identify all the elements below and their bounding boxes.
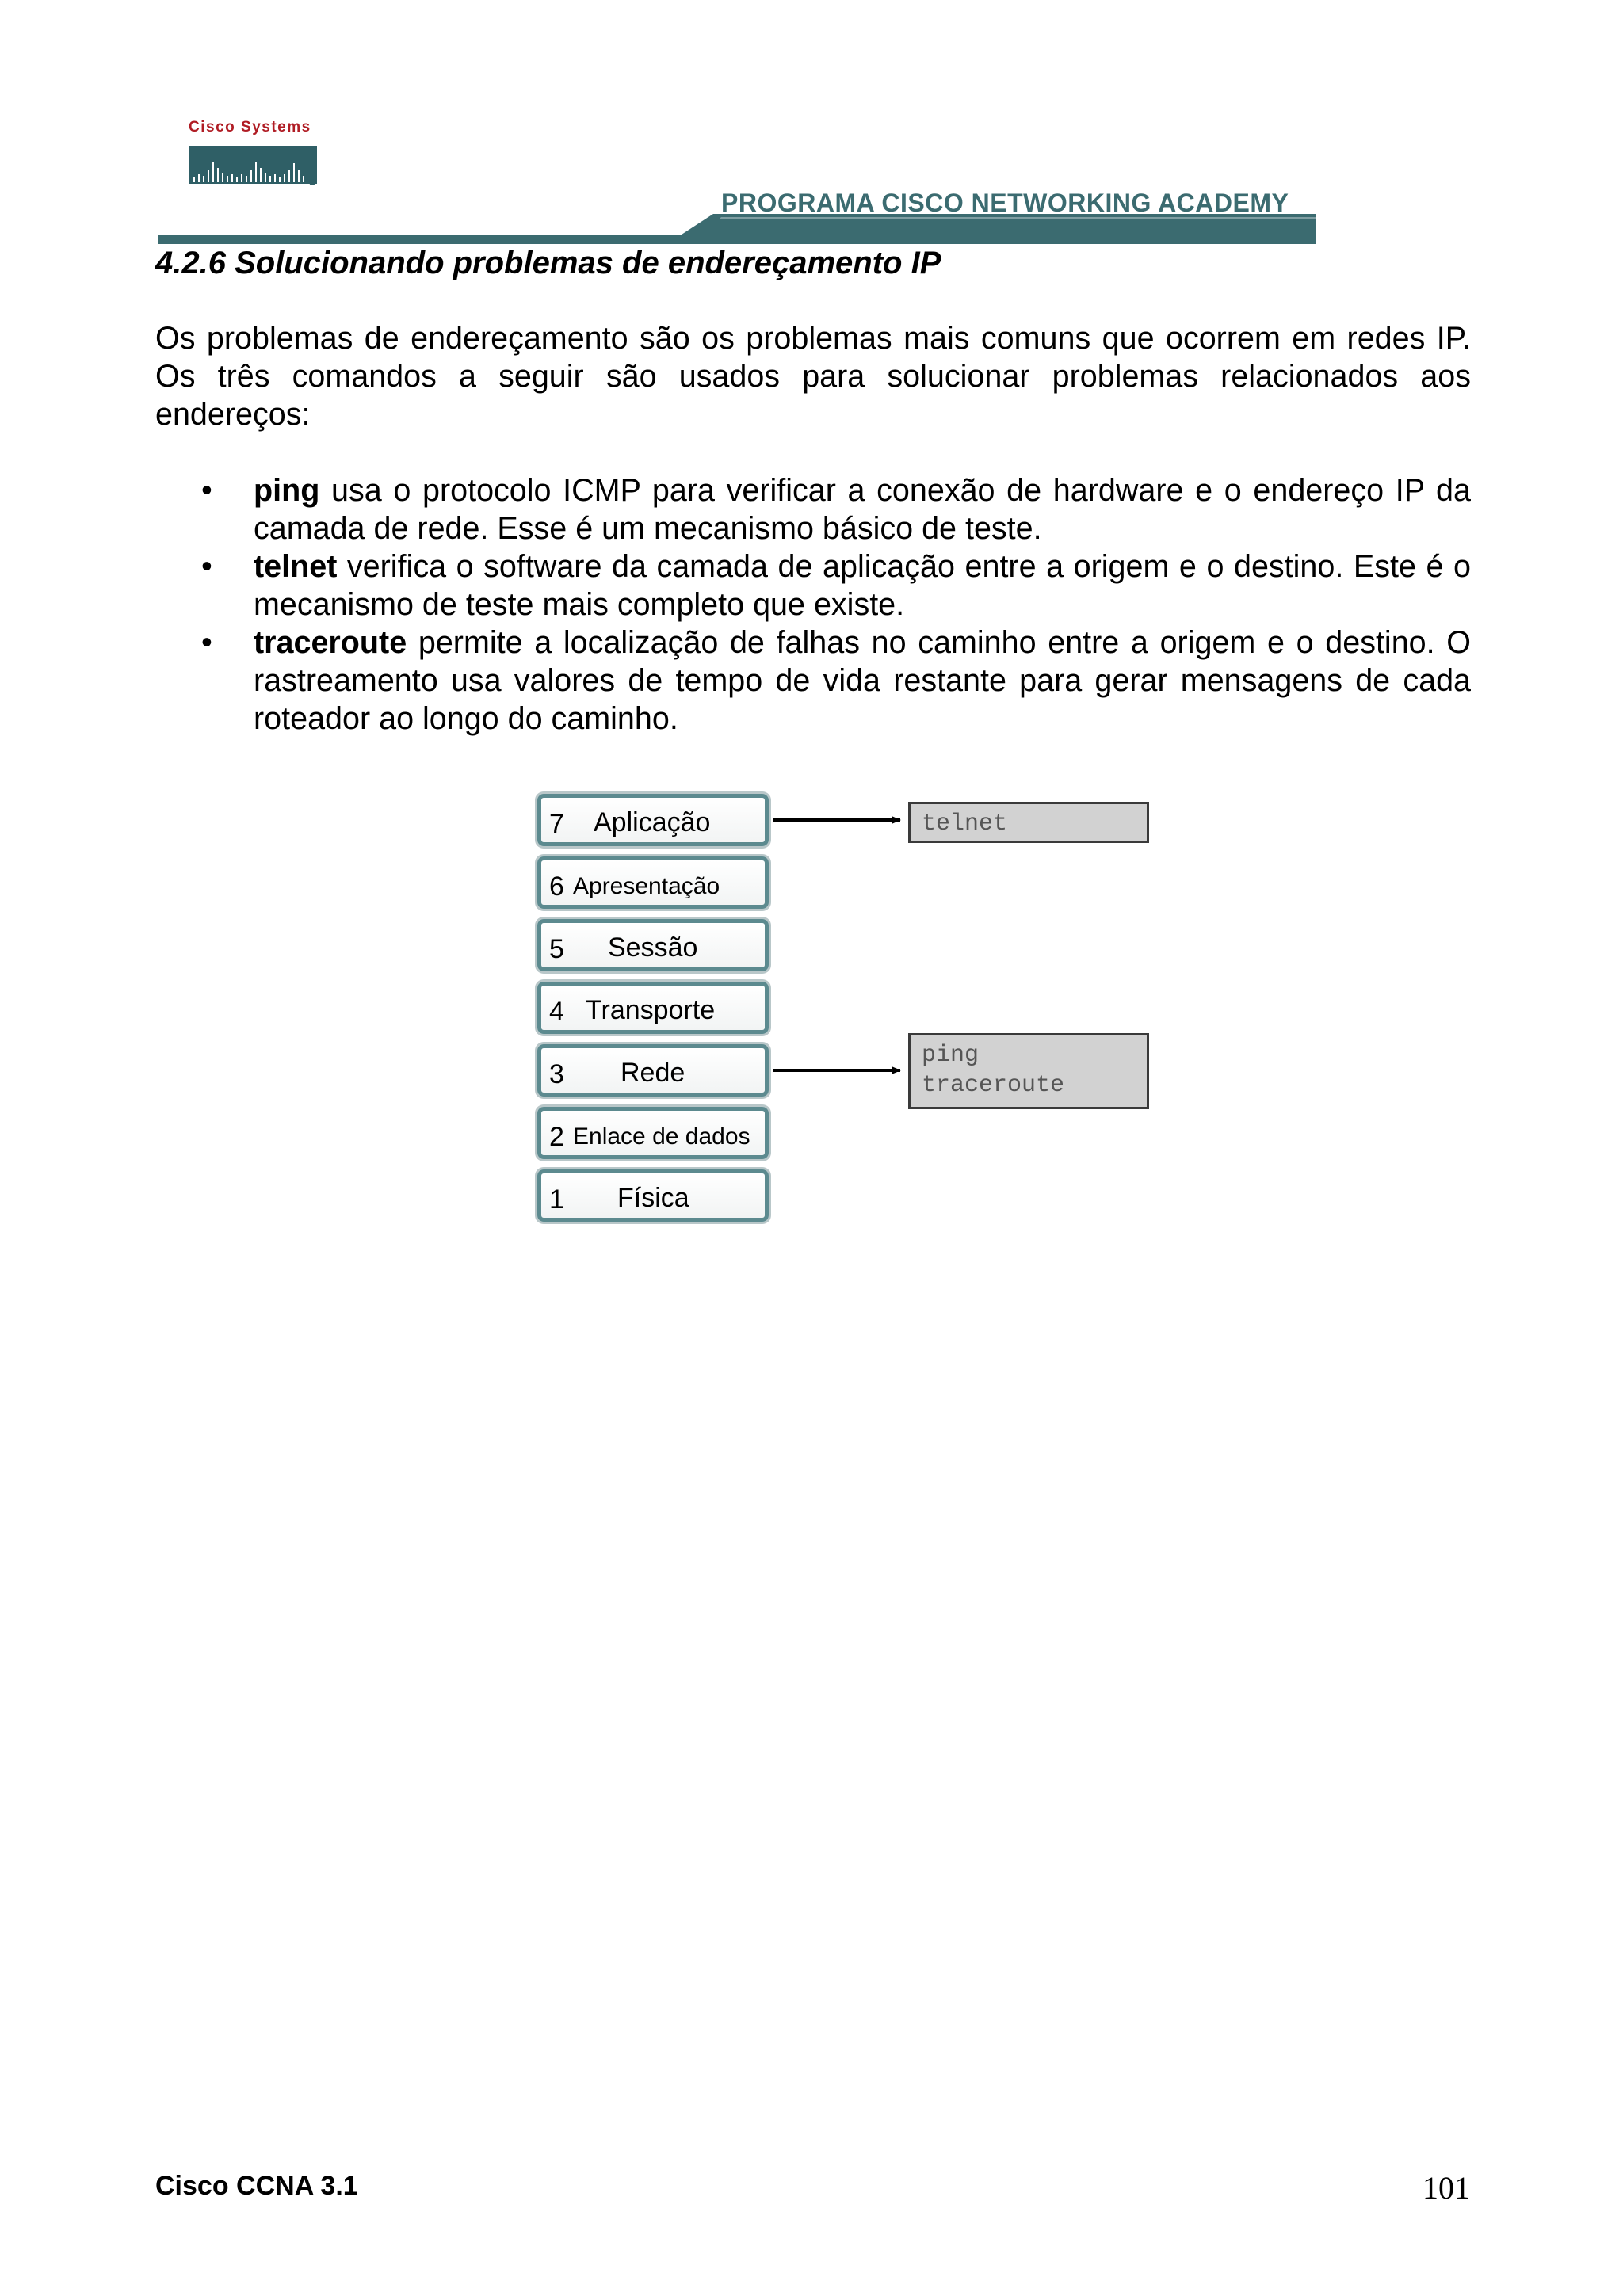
list-item [155,624,1471,738]
layer-number: 7 [549,809,564,839]
command-name: telnet [254,549,338,584]
command-name: ping [254,473,320,508]
intro-paragraph: Os problemas de endereçamento são os problemas mais comuns que ocorrem em redes IP. Os três comandos a seguir são usados para solucionar problemas relacionados aos endereços: [155,321,1471,432]
layer-number: 1 [549,1184,564,1215]
footer-course-name: Cisco CCNA 3.1 [155,2171,358,2201]
command-description: usa o protocolo ICMP para verificar a conexão de hardware e o endereço IP da camada de rede. Esse é um mecanismo básico de teste. [254,473,1471,546]
diagram-arrows [531,786,1165,1245]
bullet-icon: • [201,473,212,508]
command-label: traceroute [922,1072,1065,1099]
page-number: 101 [1423,2170,1470,2206]
layer-number: 4 [549,997,564,1027]
layer-name: Aplicação [594,807,711,837]
section-title: 4.2.6 Solucionando problemas de endereçamento IP [155,246,941,280]
command-list [155,471,1471,738]
osi-layer-diagram [531,786,1165,1245]
layer-number: 6 [549,871,564,902]
layer-name: Enlace de dados [573,1123,750,1150]
application-command-box [908,802,1149,843]
command-description: verifica o software da camada de aplicação entre a origem e o destino. Este é o mecanismo de teste mais completo que existe. [254,549,1471,622]
command-label: telnet [922,810,1008,837]
banner-title: PROGRAMA CISCO NETWORKING ACADEMY [721,189,1289,217]
command-label: ping [922,1042,980,1069]
layer-name: Rede [621,1058,685,1088]
list-item [155,547,1471,624]
logo-text: Cisco Systems [189,119,311,135]
layer-name: Apresentação [573,873,720,899]
layer-name: Física [617,1183,689,1213]
cisco-bridge-icon [189,146,317,187]
layer-number: 5 [549,934,564,964]
cisco-systems-logo [189,119,323,190]
command-name: traceroute [254,625,407,660]
bullet-icon: • [201,625,212,660]
layer-name: Sessão [608,933,698,963]
list-item [155,471,1471,547]
bullet-icon: • [201,549,212,584]
command-description: permite a localização de falhas no caminho entre a origem e o destino. O rastreamento usa valores de tempo de vida restante para gerar mensagens de cada roteador ao longo do caminho. [254,625,1471,736]
network-command-box [908,1033,1149,1109]
layer-number: 3 [549,1059,564,1089]
layer-number: 2 [549,1122,564,1152]
layer-name: Transporte [586,995,716,1025]
